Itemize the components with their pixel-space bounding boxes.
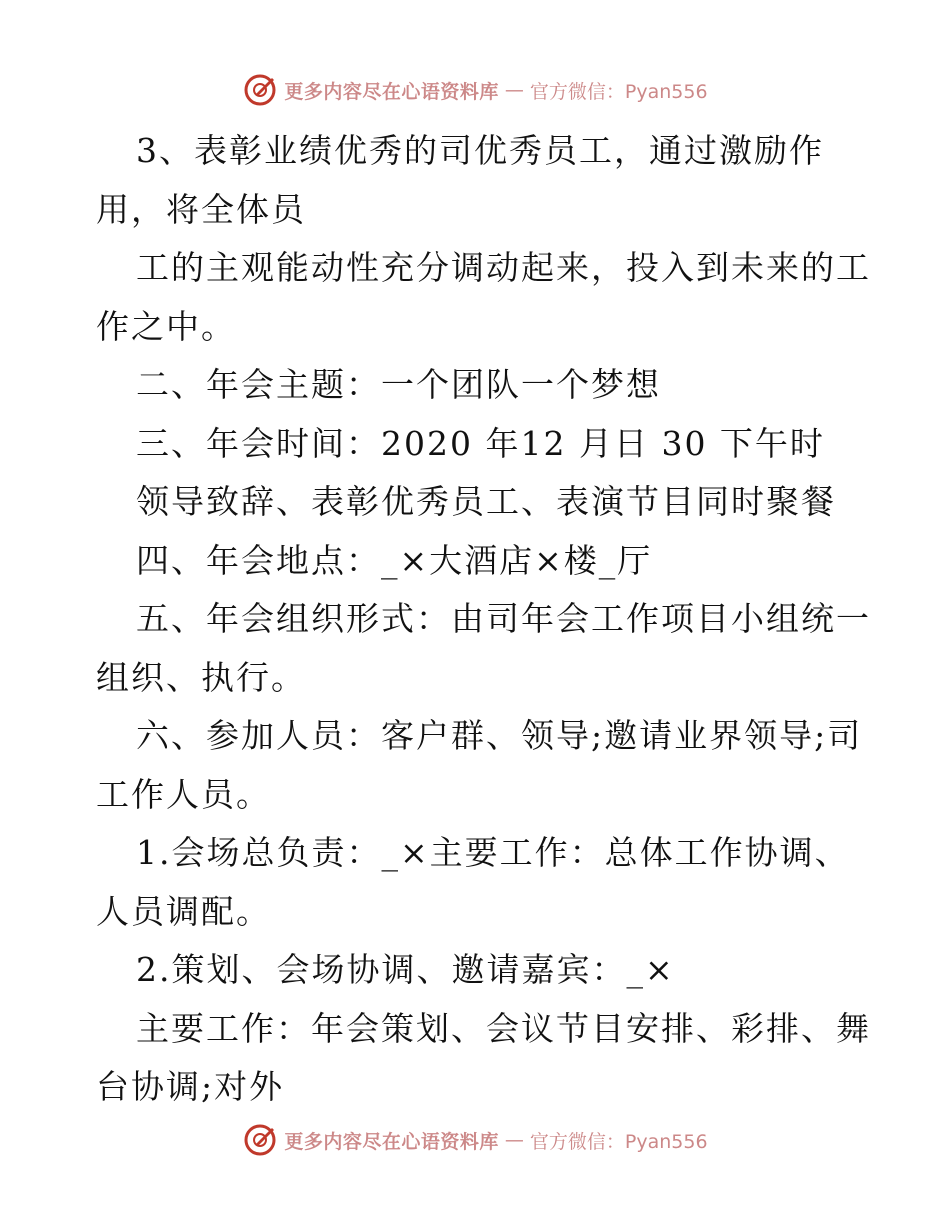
paragraph-line: 台协调;对外 (96, 1067, 285, 1106)
paragraph-line: 人员调配。 (96, 891, 271, 931)
paragraph-line: 二、年会主题：一个团队一个梦想 (136, 365, 661, 404)
paragraph-line: 工作人员。 (96, 774, 271, 814)
dash-text: — (504, 79, 524, 101)
paragraph-line: 组织、执行。 (96, 657, 306, 697)
paragraph-line: 六、参加人员：客户群、领导;邀请业界领导;司 (136, 716, 863, 755)
paragraph-line: 2.策划、会场协调、邀请嘉宾：_× (136, 950, 675, 989)
site-name-text: 更多内容尽在心语资料库 (284, 1130, 499, 1153)
paragraph-line: 三、年会时间：2020 年12 月日 30 下午时 (136, 423, 825, 463)
paragraph-line: 四、年会地点：_×大酒店×楼_厅 (136, 540, 653, 580)
wechat-text: 官方微信：Pyan556 (529, 1130, 708, 1153)
paragraph-line: 1.会场总负责：_×主要工作：总体工作协调、 (136, 833, 850, 872)
site-name-text: 更多内容尽在心语资料库 (284, 80, 499, 103)
dash-text: — (504, 1129, 524, 1151)
document-body (96, 122, 871, 1117)
paragraph-line: 作之中。 (96, 306, 236, 346)
paragraph-line: 用，将全体员 (96, 189, 306, 229)
paragraph-line: 主要工作：年会策划、会议节目安排、彩排、舞 (136, 1008, 871, 1048)
quill-logo-icon (242, 72, 278, 108)
paragraph-line: 工的主观能动性充分调动起来，投入到未来的工 (136, 248, 871, 287)
quill-logo-icon (242, 1122, 278, 1158)
header-watermark-banner (0, 70, 950, 110)
paragraph-line: 领导致辞、表彰优秀员工、表演节目同时聚餐 (136, 482, 836, 521)
footer-watermark-banner (0, 1120, 950, 1160)
paragraph-line: 五、年会组织形式：由司年会工作项目小组统一 (136, 599, 871, 638)
wechat-text: 官方微信：Pyan556 (529, 80, 708, 103)
paragraph-line: 3、表彰业绩优秀的司优秀员工，通过激励作 (136, 131, 824, 170)
